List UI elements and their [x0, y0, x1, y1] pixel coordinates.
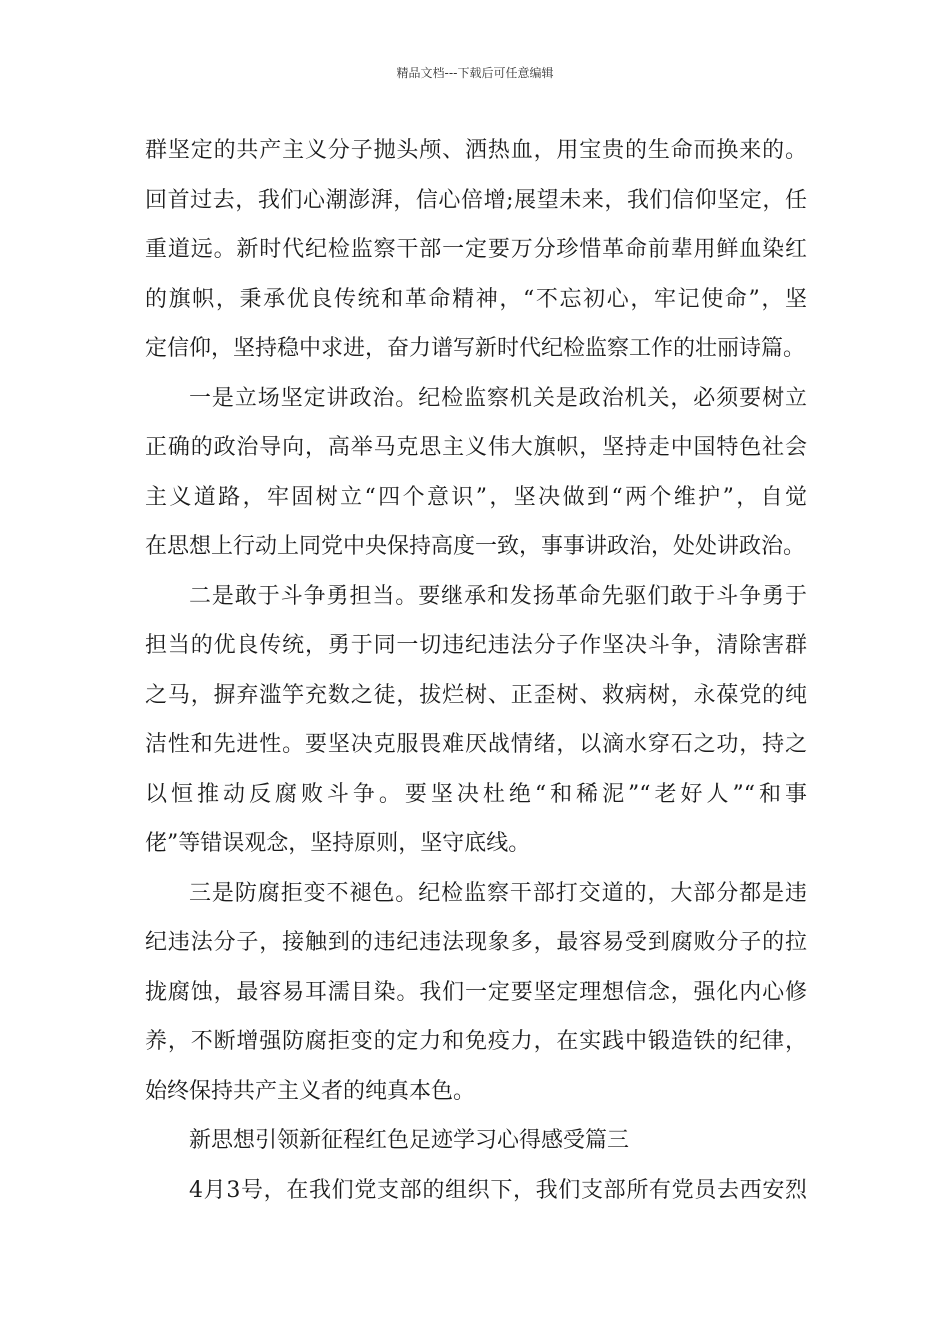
text-line: 以恒推动反腐败斗争。要坚决杜绝“和稀泥”“老好人”“和事	[145, 781, 807, 807]
text-line: 拢腐蚀，最容易耳濡目染。我们一定要坚定理想信念，强化内心修	[145, 979, 807, 1005]
section-title: 新思想引领新征程红色足迹学习心得感受篇三	[189, 1128, 630, 1153]
text-line: 重道远。新时代纪检监察干部一定要万分珍惜革命前辈用鲜血染红	[145, 237, 807, 262]
text-line: 佬”等错误观念，坚持原则，坚守底线。	[145, 831, 531, 856]
text-line: 在思想上行动上同党中央保持高度一致，事事讲政治，处处讲政治。	[145, 534, 806, 559]
text-line: 担当的优良传统，勇于同一切违纪违法分子作坚决斗争，清除害群	[145, 633, 807, 658]
text-line: 的旗帜，秉承优良传统和革命精神，“不忘初心，牢记使命”，坚	[145, 286, 807, 312]
page-header: 精品文档---下载后可任意编辑	[396, 66, 554, 80]
text-line: 群坚定的共产主义分子抛头颅、洒热血，用宝贵的生命而换来的。	[145, 138, 807, 163]
text-line: 正确的政治导向，高举马克思主义伟大旗帜，坚持走中国特色社会	[145, 435, 807, 460]
text-line: 主义道路，牢固树立“四个意识”，坚决做到“两个维护”，自觉	[145, 484, 807, 510]
text-line: 回首过去，我们心潮澎湃，信心倍增;展望未来，我们信仰坚定，任	[145, 187, 807, 213]
text-line: 4月3号，在我们党支部的组织下，我们支部所有党员去西安烈	[189, 1177, 807, 1203]
text-line: 二是敢于斗争勇担当。要继承和发扬革命先驱们敢于斗争勇于	[189, 583, 807, 609]
text-line: 之马，摒弃滥竽充数之徒，拔烂树、正歪树、救病树，永葆党的纯	[145, 682, 807, 708]
text-line: 定信仰，坚持稳中求进，奋力谱写新时代纪检监察工作的壮丽诗篇。	[145, 336, 806, 361]
text-line: 一是立场坚定讲政治。纪检监察机关是政治机关，必须要树立	[189, 385, 807, 411]
document-body	[145, 126, 807, 1215]
text-line: 三是防腐拒变不褪色。纪检监察干部打交道的，大部分都是违	[189, 880, 807, 906]
text-line: 洁性和先进性。要坚决克服畏难厌战情绪，以滴水穿石之功，持之	[145, 732, 807, 757]
text-line: 始终保持共产主义者的纯真本色。	[145, 1078, 476, 1104]
text-line: 纪违法分子，接触到的违纪违法现象多，最容易受到腐败分子的拉	[145, 930, 807, 955]
text-line: 养，不断增强防腐拒变的定力和免疫力，在实践中锻造铁的纪律，	[145, 1029, 807, 1054]
